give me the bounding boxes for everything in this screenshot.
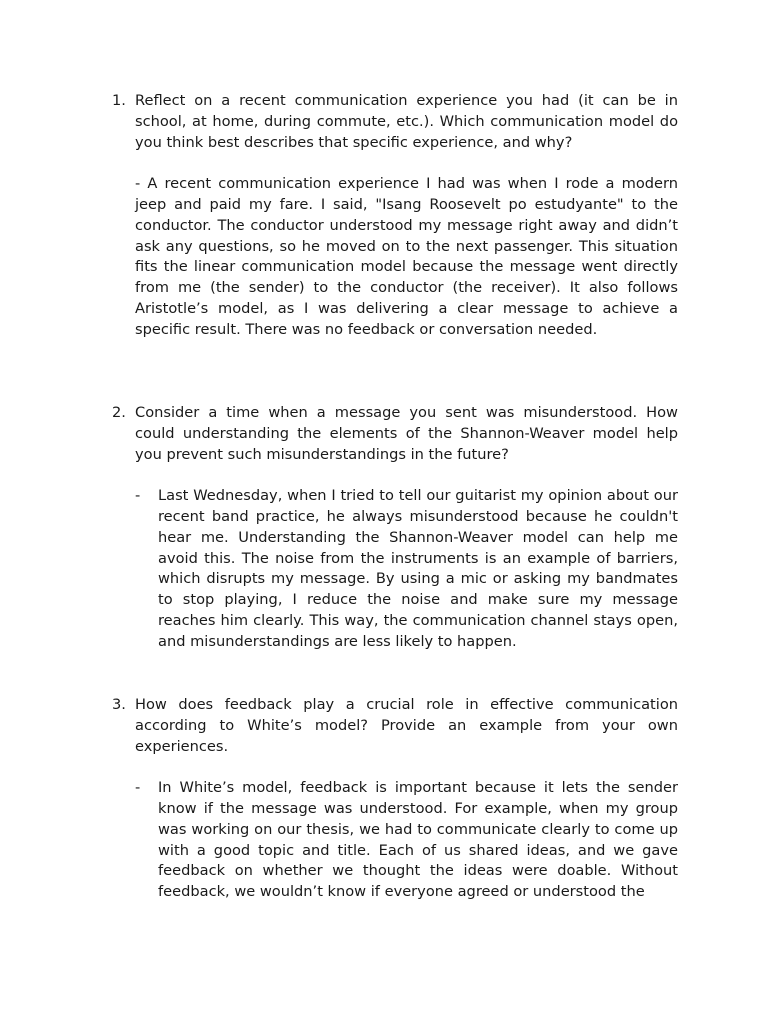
question-number: 2. <box>112 404 126 421</box>
question-item-1 <box>112 91 678 341</box>
question-text: How does feedback play a crucial role in effective communication according to White’s model? Provide an example from your own experiences. <box>135 696 678 755</box>
question-item-3 <box>112 695 678 903</box>
answer-text: Last Wednesday, when I tried to tell our guitarist my opinion about our recent band practice, he always misunderstood because he couldn't hear me. Understanding the Shannon-Weaver model can help me avoid this. The noise from the instruments is an example of barriers, which disrupts my message. By using a mic or asking my bandmates to stop playing, I reduce the noise and make sure my message reaches him clearly. This way, the communication channel stays open, and misunderstandings are less likely to happen. <box>158 487 678 650</box>
answer-bullet: - <box>135 487 141 505</box>
answer-bullet: - <box>135 779 141 797</box>
answer-block <box>135 486 678 652</box>
question-text: Consider a time when a message you sent was misunderstood. How could understanding the elements of the Shannon-Weaver model help you prevent such misunderstandings in the future? <box>135 404 678 463</box>
answer-text: - A recent communication experience I had was when I rode a modern jeep and paid my fare. I said, "Isang Roosevelt po estudyante" to the conductor. The conductor understood my message right away and didn’t ask any questions, so he moved on to the next passenger. This situation fits the linear communication model because the message went directly from me (the sender) to the conductor (the receiver). It also follows Aristotle’s model, as I was delivering a clear message to achieve a specific result. There was no feedback or conversation needed. <box>135 175 678 338</box>
question-text: Reflect on a recent communication experience you had (it can be in school, at home, during commute, etc.). Which communication model do you think best describes that specific experience, and why? <box>135 92 678 151</box>
answer-text: In White’s model, feedback is important because it lets the sender know if the message was understood. For example, when my group was working on our thesis, we had to communicate clearly to come up with a good topic and title. Each of us shared ideas, and we gave feedback on whether we thought the ideas were doable. Without feedback, we wouldn’t know if everyone agreed or understood the <box>158 779 678 901</box>
question-item-2 <box>112 403 678 653</box>
answer-block <box>135 778 678 903</box>
question-number: 1. <box>112 92 126 109</box>
question-number: 3. <box>112 696 126 713</box>
